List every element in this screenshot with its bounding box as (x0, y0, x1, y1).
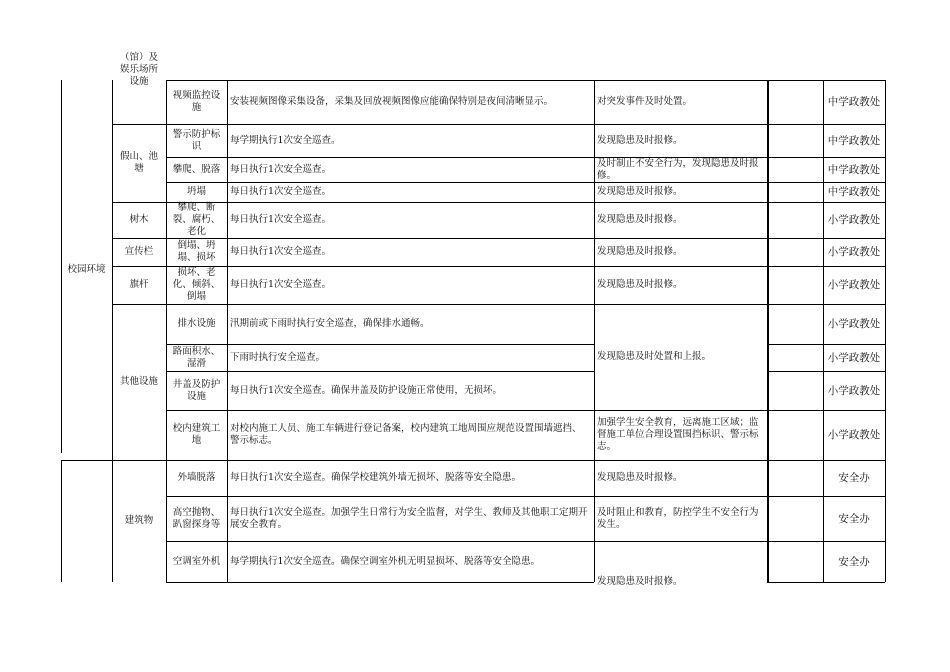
dept-video: 中学政教处 (827, 96, 881, 108)
check-climb: 每日执行1次安全巡查。 (230, 163, 332, 175)
measure-warning: 发现隐患及时报修。 (597, 134, 683, 146)
measure-trees: 发现隐患及时报修。 (597, 214, 683, 225)
dept-climb: 中学政教处 (827, 163, 881, 176)
area-flag: 旗杆 (129, 279, 149, 290)
dept-water: 小学政教处 (827, 351, 881, 364)
check-drain: 汛期前或下雨时执行安全巡查，确保排水通畅。 (230, 318, 430, 329)
item-board: 倒塌、坍塌、损坏 (177, 240, 216, 263)
area-board: 宣传栏 (124, 246, 154, 257)
measure-climb: 及时制止不安全行为，发现隐患及时报修。 (597, 157, 759, 181)
check-throwing: 每日执行1次安全巡查。加强学生日常行为安全监督，对学生、教师及其他职工定期开展安全教育。 (230, 506, 588, 530)
measure-flag: 发现隐患及时报修。 (597, 279, 683, 290)
top-area-label (112, 50, 166, 90)
item-trees: 攀爬、断裂、腐朽、老化 (172, 202, 221, 237)
item-water: 路面积水、湿滑 (172, 345, 221, 369)
dept-trees: 小学政教处 (827, 214, 881, 226)
dept-drain: 小学政教处 (827, 318, 881, 330)
check-construction: 对校内施工人员、施工车辆进行登记备案，校内建筑工地周围应规范设置围墙遮挡、警示标志。 (230, 423, 582, 446)
top-area-line3: 设施 (129, 76, 149, 87)
check-flag: 每日执行1次安全巡查。 (230, 279, 332, 290)
measure-other-shared: 发现隐患及时处置和上报。 (597, 351, 712, 362)
check-video: 安装视频图像采集设备，采集及回放视频图像应能确保特别是夜间清晰显示。 (230, 96, 554, 107)
area-other: 其他设施 (119, 376, 158, 387)
item-throwing: 高空抛物、趴窗探身等 (172, 506, 221, 530)
dept-board: 小学政教处 (827, 246, 881, 258)
check-water: 下雨时执行安全巡查。 (230, 351, 326, 363)
check-trees: 每日执行1次安全巡查。 (230, 214, 332, 225)
area-rockery: 假山、池塘 (119, 151, 158, 174)
item-warning: 警示防护标识 (172, 128, 221, 152)
item-drain: 排水设施 (177, 318, 216, 329)
measure-board: 发现隐患及时报修。 (597, 246, 683, 257)
item-flag: 损坏、老化、倾斜、倒塌 (172, 267, 221, 302)
measure-facade: 发现隐患及时报修。 (597, 472, 683, 483)
dept-throwing: 安全办 (838, 512, 870, 525)
measure-building-shared: 发现隐患及时报修。 (597, 576, 683, 587)
item-collapse: 坍塌 (186, 186, 206, 197)
category-campus: 校园环境 (67, 264, 106, 275)
top-area-line1: （馆）及 (119, 52, 158, 63)
check-board: 每日执行1次安全巡查。 (230, 246, 332, 257)
item-facade: 外墙脱落 (177, 472, 216, 483)
measure-throwing: 及时阻止和教育，防控学生不安全行为发生。 (597, 506, 759, 530)
dept-ac: 安全办 (838, 555, 870, 568)
area-building: 建筑物 (124, 515, 154, 526)
check-ac: 每学期执行1次安全巡查。确保空调室外机无明显损坏、脱落等安全隐患。 (230, 555, 541, 567)
dept-construction: 小学政教处 (827, 429, 881, 441)
check-collapse: 每日执行1次安全巡查。 (230, 186, 332, 197)
dept-warning: 中学政教处 (827, 134, 881, 147)
item-climb: 攀爬、脱落 (172, 163, 221, 175)
top-area-line2: 娱乐场所 (119, 64, 158, 75)
item-ac: 空调室外机 (172, 555, 221, 567)
item-well: 井盖及防护设施 (172, 378, 221, 402)
dept-collapse: 中学政教处 (827, 186, 881, 198)
area-trees: 树木 (129, 214, 149, 225)
dept-flag: 小学政教处 (827, 279, 881, 291)
check-facade: 每日执行1次安全巡查。确保学校建筑外墙无损坏、脱落等安全隐患。 (230, 472, 522, 483)
dept-facade: 安全办 (838, 472, 870, 484)
item-construction: 校内建筑工地 (172, 423, 221, 446)
dept-well: 小学政教处 (827, 384, 881, 397)
measure-construction: 加强学生安全教育，远离施工区域；监督施工单位合理设置围挡标识、警示标志。 (597, 417, 759, 452)
measure-video: 对突发事件及时处置。 (597, 96, 693, 107)
check-warning: 每学期执行1次安全巡查。 (230, 134, 341, 146)
item-video: 视频监控设施 (172, 90, 221, 113)
check-well: 每日执行1次安全巡查。确保井盖及防护设施正常使用，无损坏。 (230, 384, 503, 396)
measure-collapse: 发现隐患及时报修。 (597, 186, 683, 197)
